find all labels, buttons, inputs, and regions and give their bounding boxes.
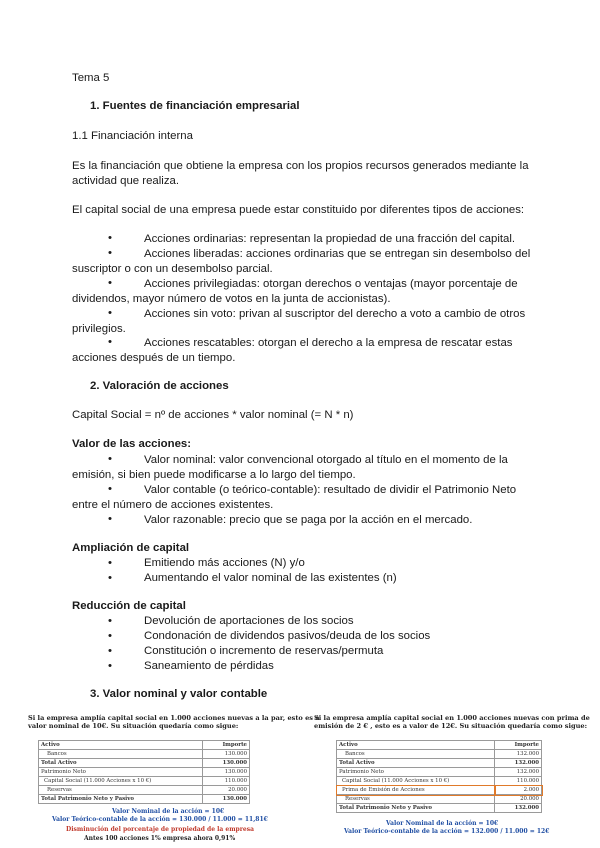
list-item-valor: Valor nominal: valor convencional otorgado al título en el momento de la emisión, si bien puede modificarse a lo largo del tiempo.: [72, 454, 508, 481]
bullet-icon: •: [108, 513, 112, 525]
table-row-highlighted: [337, 786, 542, 795]
table-cell: Total Patrimonio Neto y Pasivo: [337, 804, 495, 813]
table-cell: Reservas: [337, 795, 495, 804]
table-cell: 130.000: [203, 795, 250, 804]
table-row: [39, 759, 250, 768]
table-cell: Total Patrimonio Neto y Pasivo: [39, 795, 203, 804]
valor-nominal-line: Valor Nominal de la acción = 10€: [112, 808, 225, 815]
list-item-acciones: Acciones rescatables: otorgan el derecho a la empresa de rescatar estas acciones después de un tiempo.: [72, 337, 513, 364]
table-cell: Activo: [337, 741, 495, 750]
formula-capital-social: Capital Social = nº de acciones * valor nominal (= N * n): [72, 409, 354, 421]
table-cell: Prima de Emisión de Acciones: [337, 786, 495, 795]
figure-caption: valor nominal de 10€. Su situación quedaría como sigue:: [28, 722, 239, 730]
list-item-reduccion: Condonación de dividendos pasivos/deuda de los socios: [144, 630, 431, 642]
valor-teorico-line: Valor Teórico-contable de la acción = 130.000 / 11.000 = 11,81€: [52, 816, 268, 823]
bullet-icon: •: [108, 307, 112, 319]
balance-table: [336, 740, 542, 813]
table-cell: Total Activo: [337, 759, 495, 768]
table-cell: Importe: [203, 741, 250, 750]
table-cell: 20.000: [495, 795, 542, 804]
bullet-icon: •: [108, 483, 112, 495]
figure-caption: Si la empresa amplía capital social en 1.000 acciones nuevas a la par, esto es a: [28, 714, 320, 722]
list-item-reduccion: Constitución o incremento de reservas/permuta: [144, 645, 384, 657]
antes-ahora-line: Antes 100 acciones 1% empresa ahora 0,91%: [84, 835, 236, 842]
figure-caption: Si la empresa amplía capital social en 1.000 acciones nuevas con prima de: [314, 714, 590, 722]
table-cell: 2.000: [495, 786, 542, 795]
table-cell: Capital Social (11.000 Acciones x 10 €): [39, 777, 203, 786]
table-cell: Total Activo: [39, 759, 203, 768]
table-cell: 130.000: [203, 768, 250, 777]
bullet-icon: •: [108, 615, 112, 627]
table-cell: Bancos: [337, 750, 495, 759]
section-2-heading: 2. Valoración de acciones: [90, 380, 229, 392]
paragraph-financiacion-interna: Es la financiación que obtiene la empresa con los propios recursos generados mediante la actividad que realiza.: [72, 160, 529, 187]
list-item-ampliacion: Emitiendo más acciones (N) y/o: [144, 557, 305, 569]
valor-acciones-title: Valor de las acciones:: [72, 438, 192, 450]
bullet-icon: •: [108, 572, 112, 584]
list-item-acciones: Acciones privilegiadas: otorgan derechos o ventajas (mayor porcentaje de dividendos, mayor número de votos en la junta de accionistas).: [72, 278, 518, 305]
list-item-ampliacion: Aumentando el valor nominal de las existentes (n): [144, 572, 397, 584]
table-cell: Bancos: [39, 750, 203, 759]
table-row: [337, 804, 542, 813]
table-cell: 20.000: [203, 786, 250, 795]
table-row: [39, 750, 250, 759]
table-cell: 110.000: [203, 777, 250, 786]
table-cell: 130.000: [203, 759, 250, 768]
list-item-acciones: Acciones sin voto: privan al suscriptor del derecho a voto a cambio de otros privilegios.: [72, 308, 526, 335]
table-cell: Patrimonio Neto: [39, 768, 203, 777]
table-cell: 132.000: [495, 750, 542, 759]
disminucion-line: Disminución del porcentaje de propiedad de la empresa: [66, 826, 254, 833]
table-cell: Activo: [39, 741, 203, 750]
bullet-icon: •: [108, 557, 112, 569]
figure-ampliacion-a-la-par: [28, 714, 320, 846]
table-cell: 110.000: [495, 777, 542, 786]
tema-label: Tema 5: [72, 72, 110, 84]
paragraph-capital-social: El capital social de una empresa puede estar constituido por diferentes tipos de acciones:: [72, 204, 525, 216]
list-item-valor: Valor contable (o teórico-contable): resultado de dividir el Patrimonio Neto entre el número de acciones existentes.: [72, 484, 517, 511]
table-row: [337, 741, 542, 750]
bullet-icon: •: [108, 277, 112, 289]
table-row: [39, 795, 250, 804]
list-item-reduccion: Devolución de aportaciones de los socios: [144, 615, 354, 627]
bullet-icon: •: [108, 660, 112, 672]
table-row: [39, 768, 250, 777]
table-row: [337, 768, 542, 777]
balance-table: [38, 740, 250, 804]
table-cell: 130.000: [203, 750, 250, 759]
valor-nominal-line: Valor Nominal de la acción = 10€: [386, 820, 499, 827]
section-1-heading: 1. Fuentes de financiación empresarial: [90, 100, 300, 112]
figure-ampliacion-con-prima: [314, 714, 590, 846]
table-cell: 132.000: [495, 768, 542, 777]
table-cell: Importe: [495, 741, 542, 750]
list-item-reduccion: Saneamiento de pérdidas: [144, 660, 274, 672]
table-row: [337, 795, 542, 804]
bullet-icon: •: [108, 232, 112, 244]
section-3-heading: 3. Valor nominal y valor contable: [90, 688, 268, 700]
list-item-valor: Valor razonable: precio que se paga por la acción en el mercado.: [144, 514, 473, 526]
bullet-icon: •: [108, 630, 112, 642]
figure-caption: emisión de 2 € , esto es a valor de 12€. Su situación quedaría como sigue:: [314, 722, 588, 730]
table-row: [39, 777, 250, 786]
list-item-acciones: Acciones liberadas: acciones ordinarias que se entregan sin desembolso del suscriptor o con un desembolso parcial.: [72, 248, 531, 275]
subsection-1-1-heading: 1.1 Financiación interna: [72, 130, 193, 142]
list-item-acciones: Acciones ordinarias: representan la propiedad de una fracción del capital.: [144, 233, 516, 245]
bullet-icon: •: [108, 336, 112, 348]
bullet-icon: •: [108, 645, 112, 657]
reduccion-title: Reducción de capital: [72, 600, 186, 612]
ampliacion-title: Ampliación de capital: [72, 542, 190, 554]
table-row: [39, 786, 250, 795]
table-row: [39, 741, 250, 750]
table-cell: 132.000: [495, 759, 542, 768]
table-cell: Capital Social (11.000 Acciones x 10 €): [337, 777, 495, 786]
table-cell: Patrimonio Neto: [337, 768, 495, 777]
table-cell: Reservas: [39, 786, 203, 795]
bullet-icon: •: [108, 247, 112, 259]
table-cell: 132.000: [495, 804, 542, 813]
table-row: [337, 750, 542, 759]
valor-teorico-line: Valor Teórico-contable de la acción = 132.000 / 11.000 = 12€: [344, 828, 550, 835]
table-row: [337, 777, 542, 786]
bullet-icon: •: [108, 453, 112, 465]
table-row: [337, 759, 542, 768]
